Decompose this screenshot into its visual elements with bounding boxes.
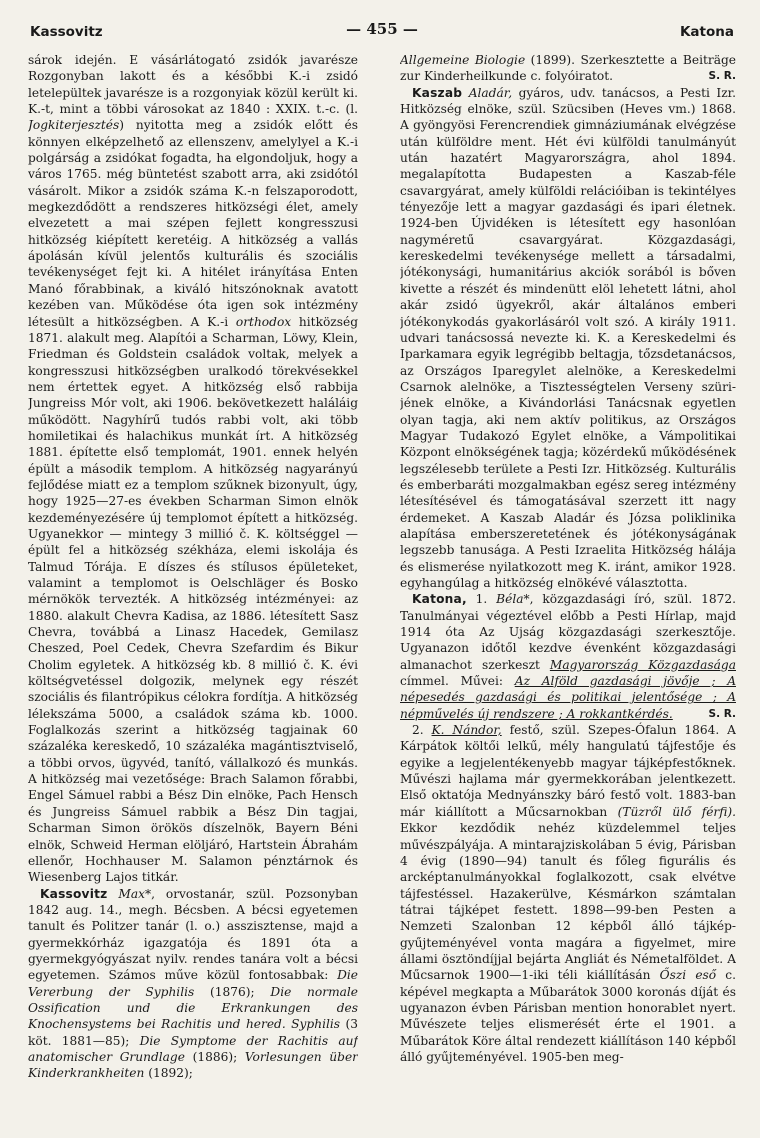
text-run: ) nyitotta meg a zsidók előtt és könnyen elképzelhető az ellenszenv, amelylyel a K.-i polgárság a zsidókat fogadta, ha elgondoljuk, hogy a város 1765. még büntetést szabott arra, aki zsidótól vásárolt. Mikor a zsidók száma K.-n felszaporodott, megkezdődött a rendszeres hitközségi élet, amely elvezetett a mai szépen fejlett kongresszusi hitközség kiépített keretéig. A hitközség a vallás ápolásán kívül jelentős kulturális és szociális tevékenységet fejt ki. A hitélet irányítása Enten Manó főrabbinak, a kiváló hitszónoknak avatott kezében van. Működése óta igen sok intézmény létesült a hitközségben. A K.-i (28, 118, 358, 329)
text-run: festő, szül. Szepes-Ófalun 1864. A Kárpátok költői lelkű, mély hangulatú tájfestője és egyike a legjelentékenyebb magyar tájképfestőknek. Művészi hajlama már gyermekkorában jelentkezett. Első oktatója Mednyánszky báró festő volt. 1883-ban már kiállított a Műcsarnokban (400, 723, 736, 819)
text-run: címmel. Művei: (400, 674, 515, 689)
work-title: Az Alföld gazdasági jövője ; A népesedés gazdasági és politikai jelentősége ; A népművelés új rendszere ; A rokkantkérdés. (400, 674, 736, 721)
entry-headword: Kaszab (412, 85, 463, 100)
entry-number: 1. (466, 592, 497, 607)
text-run: *, orvostanár, szül. Pozsonyban 1842 aug. 14., megh. Bécsben. A bécsi egyetemen tanult és Politzer tanár (l. o.) asszisztense, majd a gyermekkórház igazgatója és 1891 óta a gyermekgyógyászat nyilv. rendes tanára volt a bécsi egyetemen. Számos műve közül fontosabbak: (28, 886, 358, 983)
work-title: Őszi eső (659, 968, 717, 983)
paragraph-kassovitz-continued (400, 52, 736, 85)
work-title: Vorlesungen über Kinderkrankheiten (28, 1049, 358, 1081)
running-head-left: Kassovitz (30, 24, 103, 40)
text-run: *, közgazdasági író, szül. 1872. Tanulmányai végeztével előbb a Pesti Hírlap, majd 1914 óta Az Ujság közgazdasági szerkesztője. Ugyanazon időtől kezdve évenként közgazdasági almanachot szerkeszt (400, 592, 736, 672)
running-head-right: Katona (679, 24, 734, 40)
work-title: Die Vererbung der Syphilis (28, 968, 358, 999)
text-run: Ekkor kezdődik nehéz küzdelemmel teljes művészpályája. A mintarajziskolában 5 évig, Párisban 4 évig (1890—94) tanult és főleg figurális és arcképtanulmányokkal foglalkozott, csak elvétve tájfestéssel. Hazakerülve, Késmárkon számtalan tátrai tájképet festett. 1898—99-ben Pesten a Nemzeti Szalonban 12 képből álló tájkép-gyűjteményével vonta magára a figyelmet, mire állami ösztöndíjjal bejárta Angliát és Németalföldet. A Műcsarnok 1900—1-iki téli kiállításán (400, 821, 736, 983)
page-header (30, 20, 734, 46)
entry-headword: Katona, (412, 592, 467, 607)
text-run: sárok idején. E vásárlátogató zsidók javarésze Rozgonyban lakott és a későbbi K.-i zsidó letelepültek javarésze is a rozgonyiak közül került ki. K.-t, mint a többi városokat az 1840 : XXIX. t.-c. (l. (28, 53, 358, 117)
work-title: Die Symptome der Rachitis auf anatomischer Grundlage (28, 1033, 358, 1064)
text-run: (1899). Szerkesztette a Beiträge zur Kinderheilkunde c. folyóiratot. (400, 53, 736, 84)
entry-katona-nandor (400, 722, 736, 1065)
text-run: (1886); (184, 1049, 245, 1064)
work-title: (Tüzről ülő férfi). (617, 804, 736, 819)
paragraph-kassovitz-community (28, 52, 358, 886)
entry-given-name: K. Nándor, (431, 723, 502, 738)
entry-given-name: Béla (496, 592, 524, 607)
italic-term: orthodox (235, 314, 292, 329)
text-run: (3 köt. 1881—85); (28, 1017, 358, 1048)
text-run: c. képével megkapta a Műbarátok 3000 koronás díját és ugyanazon évben Párisban mention honorablet nyert. Művészete teljes elismerését érte el 1901. a Műbarátok Köre által rendezett kiállításon 140 képből álló gyűjteményével. 1905-ben meg- (400, 968, 736, 1064)
italic-term: Jogkiterjesztés (28, 118, 120, 133)
author-signature: S. R. (708, 70, 736, 83)
text-run: hitközség 1871. alakult meg. Alapítói a Scharman, Löwy, Klein, Friedman és Goldstein családok voltak, melyek a kongresszusi hitközségben uralkodó törekvésekkel nem értettek egyet. A hitközség első rabbija Jungreiss Mór volt, aki 1906. bekövetkezett haláláig működött. Nagyhírű tudós rabbi volt, aki több homiletikai és halachikus munkát írt. A hitközség 1881. építette első templomát, 1901. ennek helyén épült a második templom. A hitközség nagyarányú fejlődése miatt ez a templom szűknek bizonyult, úgy, hogy 1925—27-es években Scharman Simon elnök kezdeményezésére új templomot épített a hitközség. Ugyanekkor — mintegy 3 millió č. K. költséggel — épült fel a hitközség székháza, elemi iskolája és Talmud Tórája. E díszes és stílusos épületeket, valamint a templomot is Oelschläger és Bosko mérnökök tervezték. A hitközség intézményei: az 1880. alakult Chevra Kadisa, az 1886. létesített Sasz Chevra, továbbá a Linasz Hacedek, Gemilasz Cheszed, Poel Cedek, Chevra Szefardim és Bikur Cholim egyletek. A hitközség kb. 8 millió č. K. évi költségvetéssel dolgozik, melynek egy részét szociális és filantrópikus célokra fordítja. A hitközség lélekszáma 5000, a családok száma kb. 1000. Foglalkozás szerint a hitközség tagjainak 60 százaléka kereskedő, 10 százaléka magántisztviselő, a többi orvos, ügyvéd, tanító, vállalkozó és munkás. A hitközség mai vezetősége: Brach Salamon főrabbi, Engel Sámuel rabbi a Bész Din elnöke, Pach Hensch és Jungreiss Sámuel rabbik a Bész Din tagjai, Scharman Simon örökös díszelnök, Bayern Béni elnök, Schweid Herman elöljáró, Hartstein Ábrahám ellenőr, Hochhauser M. Salamon pénztárnok és Wiesenberg Lajos titkár. (28, 314, 358, 885)
entry-kaszab-aladar (400, 85, 736, 592)
entry-headword: Kassovitz (40, 886, 108, 901)
entry-given-name: Max (118, 886, 145, 901)
entry-katona-bela (400, 591, 736, 722)
page-number: — 455 — (346, 20, 418, 38)
right-column (400, 52, 736, 1132)
entry-kassovitz-max (28, 886, 358, 1082)
text-run: (1876); (194, 984, 271, 999)
left-column (28, 52, 358, 1132)
text-run: (1892); (144, 1066, 193, 1081)
work-title: Allgemeine Biologie (400, 53, 526, 67)
text-run: gyáros, udv. tanácsos, a Pesti Izr. Hitközség elnöke, szül. Szücsiben (Heves vm.) 1868. A gyöngyösi Ferencrendiek gimnáziumának elvégzése után külföldre ment. Hét évi külföldi tanulmányút után hazatért Magyarországra, ahol 1894. megalapította Budapesten a Kaszab-féle csavargyárat, amely külföldi relációiban is tekintélyes tényezője lett a magyar gazdasági és ipari életnek. 1924-ben Újvidéken is létesített egy hasonlóan nagyméretű csavargyárat. Közgazdasági, kereskedelmi tevékenysége mellett a társadalmi, jótékonysági, humanitárius akciók sorából is bőven kivette a részét és mindenütt elöl lehetett látni, ahol akár zsidó ügyekről, akár általános emberi jótékonykodás gyakorlásáról volt szó. A király 1911. udvari tanácsossá nevezte ki. K. a Kereskedelmi és Iparkamara egyik legrégibb beltagja, tőzsdetanácsos, az Országos Iparegylet alelnöke, a Kereskedelmi Csarnok alelnöke, a Tisztességtelen Verseny szürijének elnöke, a Kivándorlási Tanácsnak egyetlen olyan tagja, aki nem aktív politikus, az Országos Magyar Tudakozó Egylet elnöke, a Vámpolitikai Központ elnökségének tagja; közérdekű működésének legszélesebb területe a Pesti Izr. Hitközség. Kulturális és emberbaráti mozgalmakban egész sereg intézmény létesítésével és támogatásával szerzett itt nagy érdemeket. A Kaszab Aladár és Józsa poliklinika alapítása emberszeretetének és jótékonyságának legszebb tanusága. A Pesti Izraelita Hitközség hálája és elismerése nyilatkozott meg K. iránt, amikor 1928. egyhangúlag a hitközség elnökévé választotta. (400, 85, 736, 590)
author-signature: S. R. (708, 707, 736, 720)
entry-number: 2. (412, 723, 432, 738)
entry-given-name: Aladár, (468, 85, 513, 100)
work-title: Magyarország Közgazdasága (549, 657, 736, 672)
work-title: Die normale Ossification und die Erkrankungen des Knochensystems bei Rachitis und hered. Syphilis (28, 984, 358, 1032)
